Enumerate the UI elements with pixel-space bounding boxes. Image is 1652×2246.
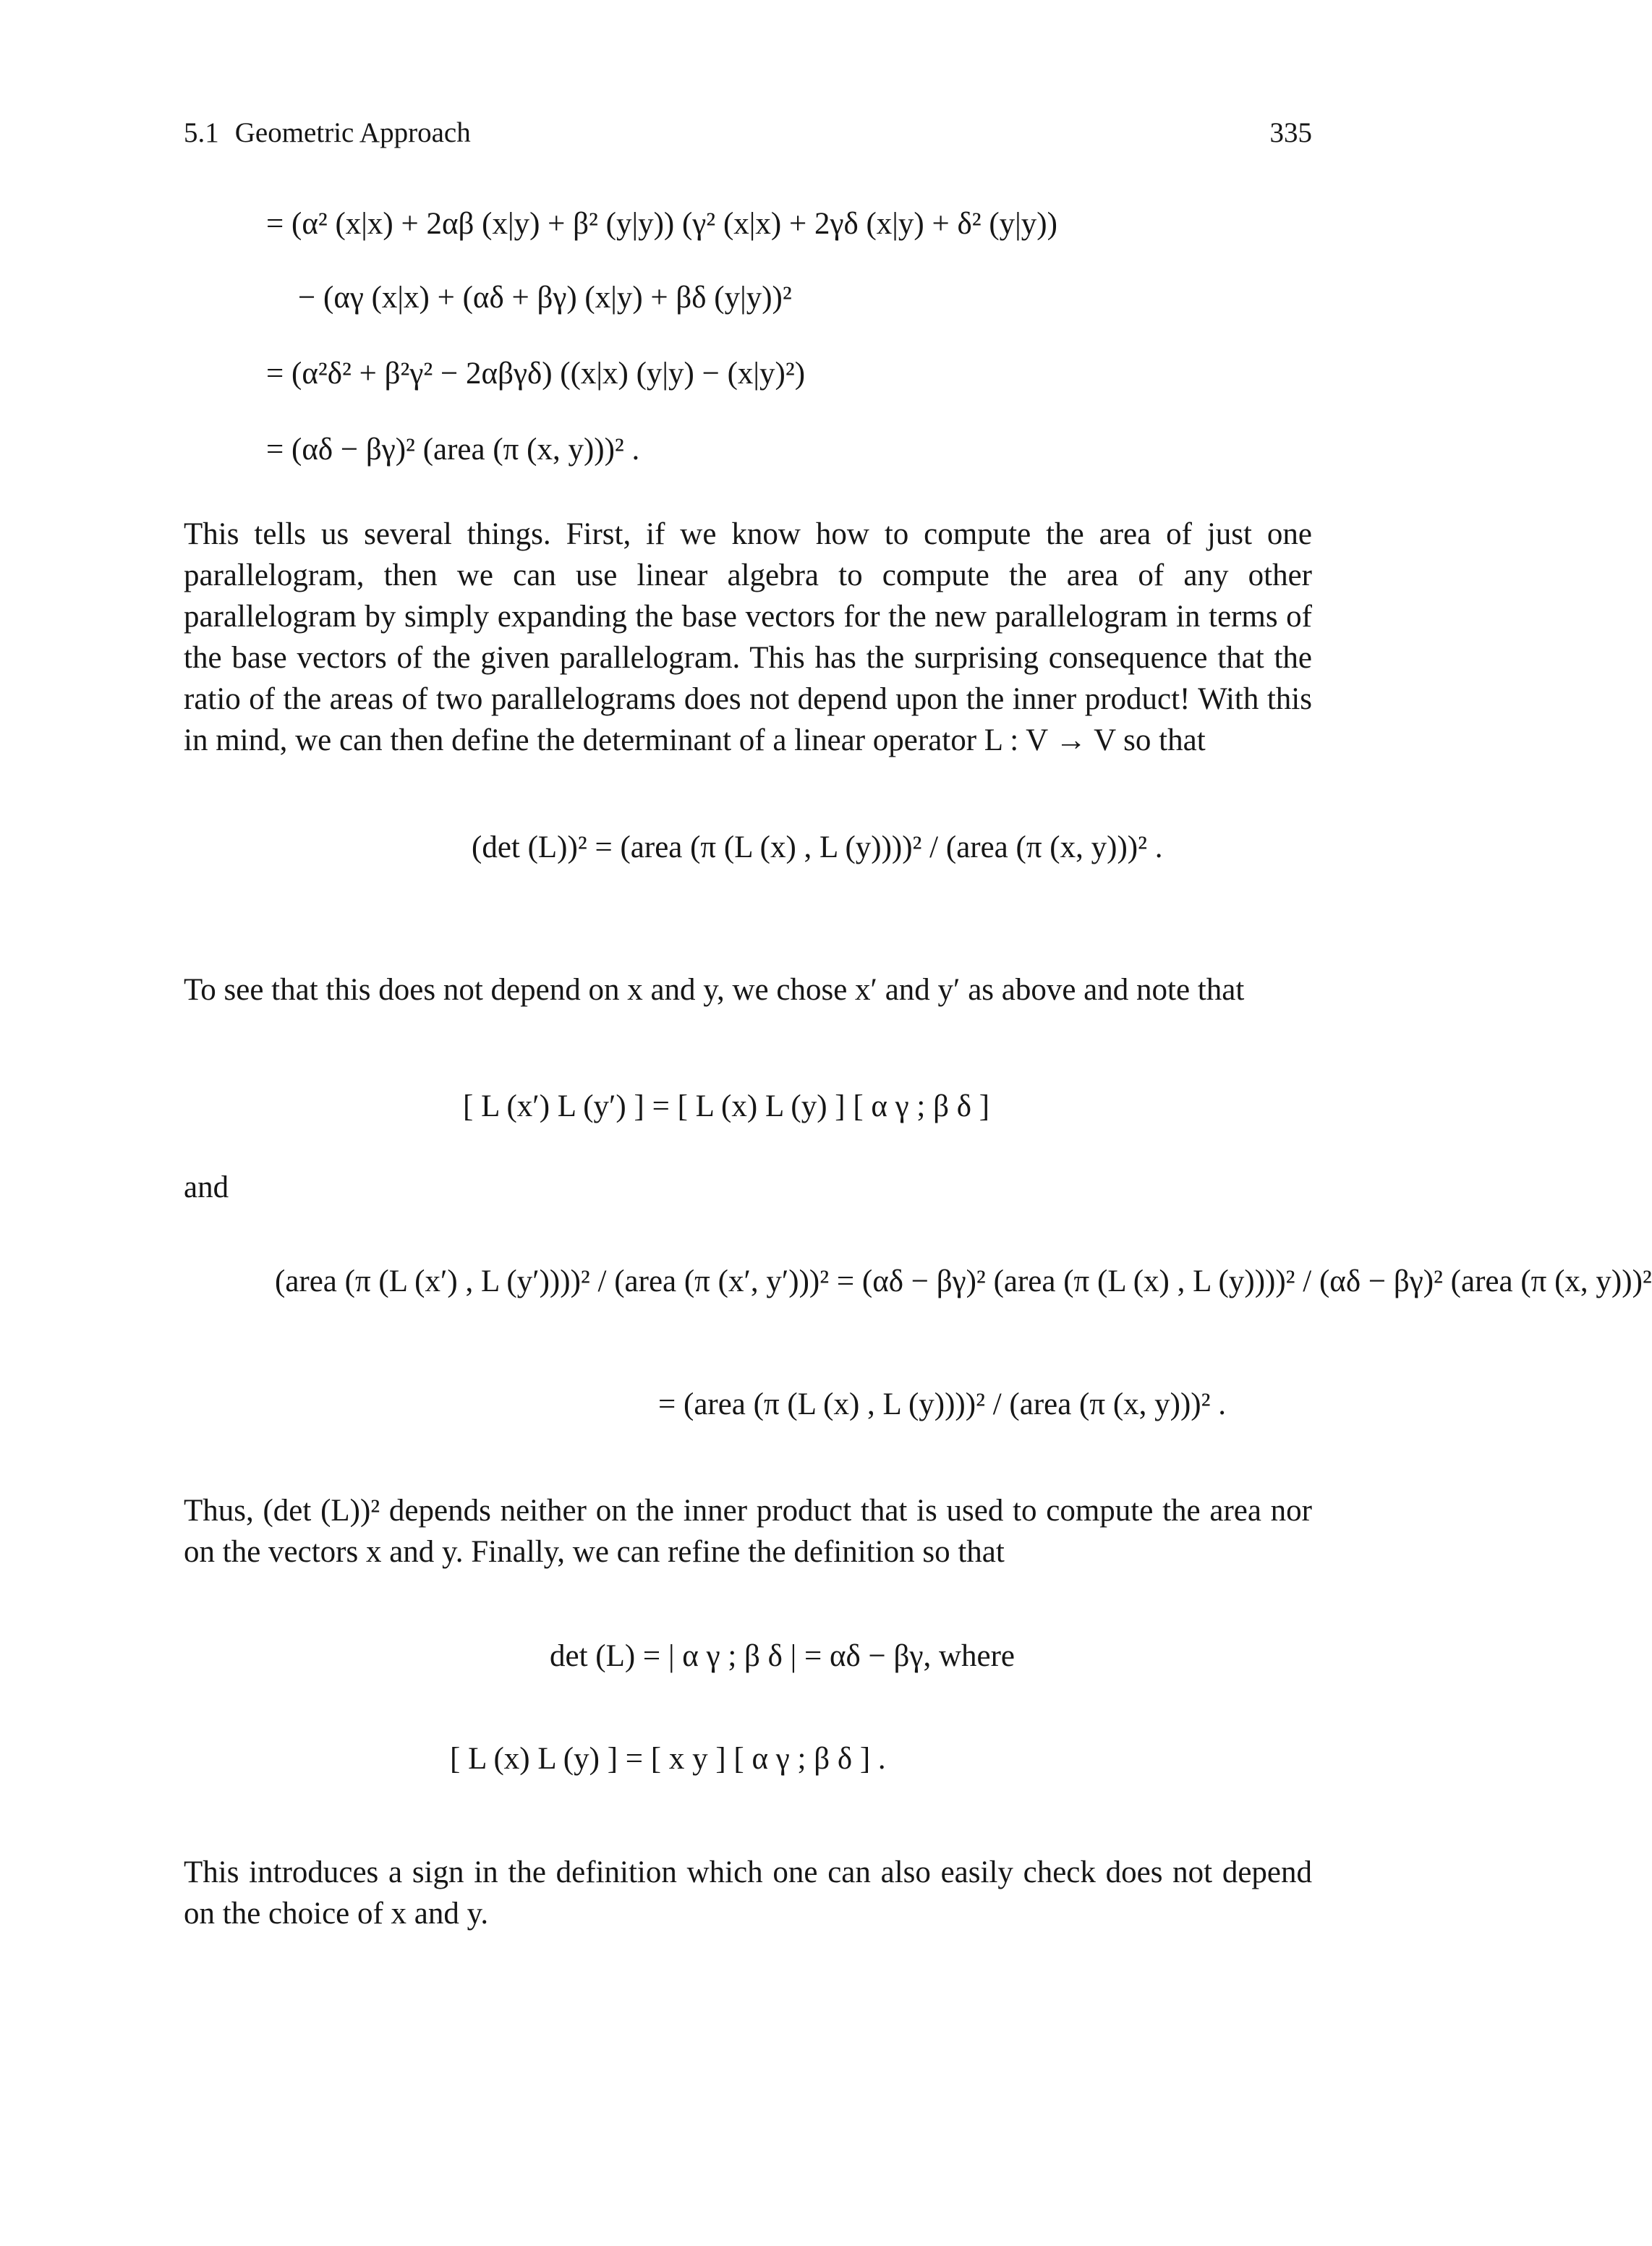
matrix-relation: [ L (x′) L (y′) ] = [ L (x) L (y) ] [ α γ ; β δ ] (463, 1089, 990, 1123)
paragraph-2 (184, 969, 1312, 1011)
determinant-formula: det (L) = | α γ ; β δ | = αδ − βγ, where (550, 1639, 1015, 1673)
paragraph-3 (184, 1167, 1312, 1208)
paragraph-1-text: This tells us several things. First, if we know how to compute the area of just one parallelogram, then we can use linear algebra to compute the area of any other parallelogram by simply expanding the base vectors for the new parallelogram in terms of the base vectors of the given parallelogram. This has the surprising consequence that the ratio of the areas of two parallelograms does not depend upon the inner product! With this in mind, we can then define the determinant of a linear operator L : V → V so that (184, 517, 1312, 757)
equation-line-2: − (αγ (x|x) + (αδ + βγ) (x|y) + βδ (y|y))² (298, 281, 792, 315)
paragraph-5-text: This introduces a sign in the definition which one can also easily check does not depend on the choice of x and y. (184, 1855, 1312, 1931)
det-squared-definition: (det (L))² = (area (π (L (x) , L (y))))² / (area (π (x, y)))² . (472, 830, 1163, 864)
paragraph-3-text: and (184, 1170, 229, 1204)
equation-line-3: = (α²δ² + β²γ² − 2αβγδ) ((x|x) (y|y) − (x|y)²) (266, 357, 806, 391)
section-title: Geometric Approach (234, 117, 471, 148)
page-number: 335 (1269, 117, 1312, 148)
basis-relation: [ L (x) L (y) ] = [ x y ] [ α γ ; β δ ] . (450, 1742, 886, 1776)
paragraph-4 (184, 1490, 1312, 1573)
paragraph-5 (184, 1852, 1312, 1934)
equation-line-1: = (α² (x|x) + 2αβ (x|y) + β² (y|y)) (γ² (x|x) + 2γδ (x|y) + δ² (y|y)) (266, 207, 1057, 241)
paragraph-2-text: To see that this does not depend on x and y, we chose x′ and y′ as above and note that (184, 973, 1245, 1007)
running-header (184, 119, 471, 147)
equation-line-4: = (αδ − βγ)² (area (π (x, y)))² . (266, 433, 640, 467)
ratio-equation-line-1: (area (π (L (x′) , L (y′))))² / (area (π (x′, y′)))² = (αδ − βγ)² (area (π (L (x) , L (y))))² / (αδ − βγ)² (area (π (x, y)))² (275, 1264, 1652, 1298)
paragraph-4-text: Thus, (det (L))² depends neither on the inner product that is used to compute the area nor on the vectors x and y. Finally, we can refine the definition so that (184, 1494, 1312, 1569)
section-number: 5.1 (184, 117, 219, 148)
ratio-equation-line-2: = (area (π (L (x) , L (y))))² / (area (π (x, y)))² . (658, 1387, 1227, 1421)
paragraph-1 (184, 514, 1312, 761)
